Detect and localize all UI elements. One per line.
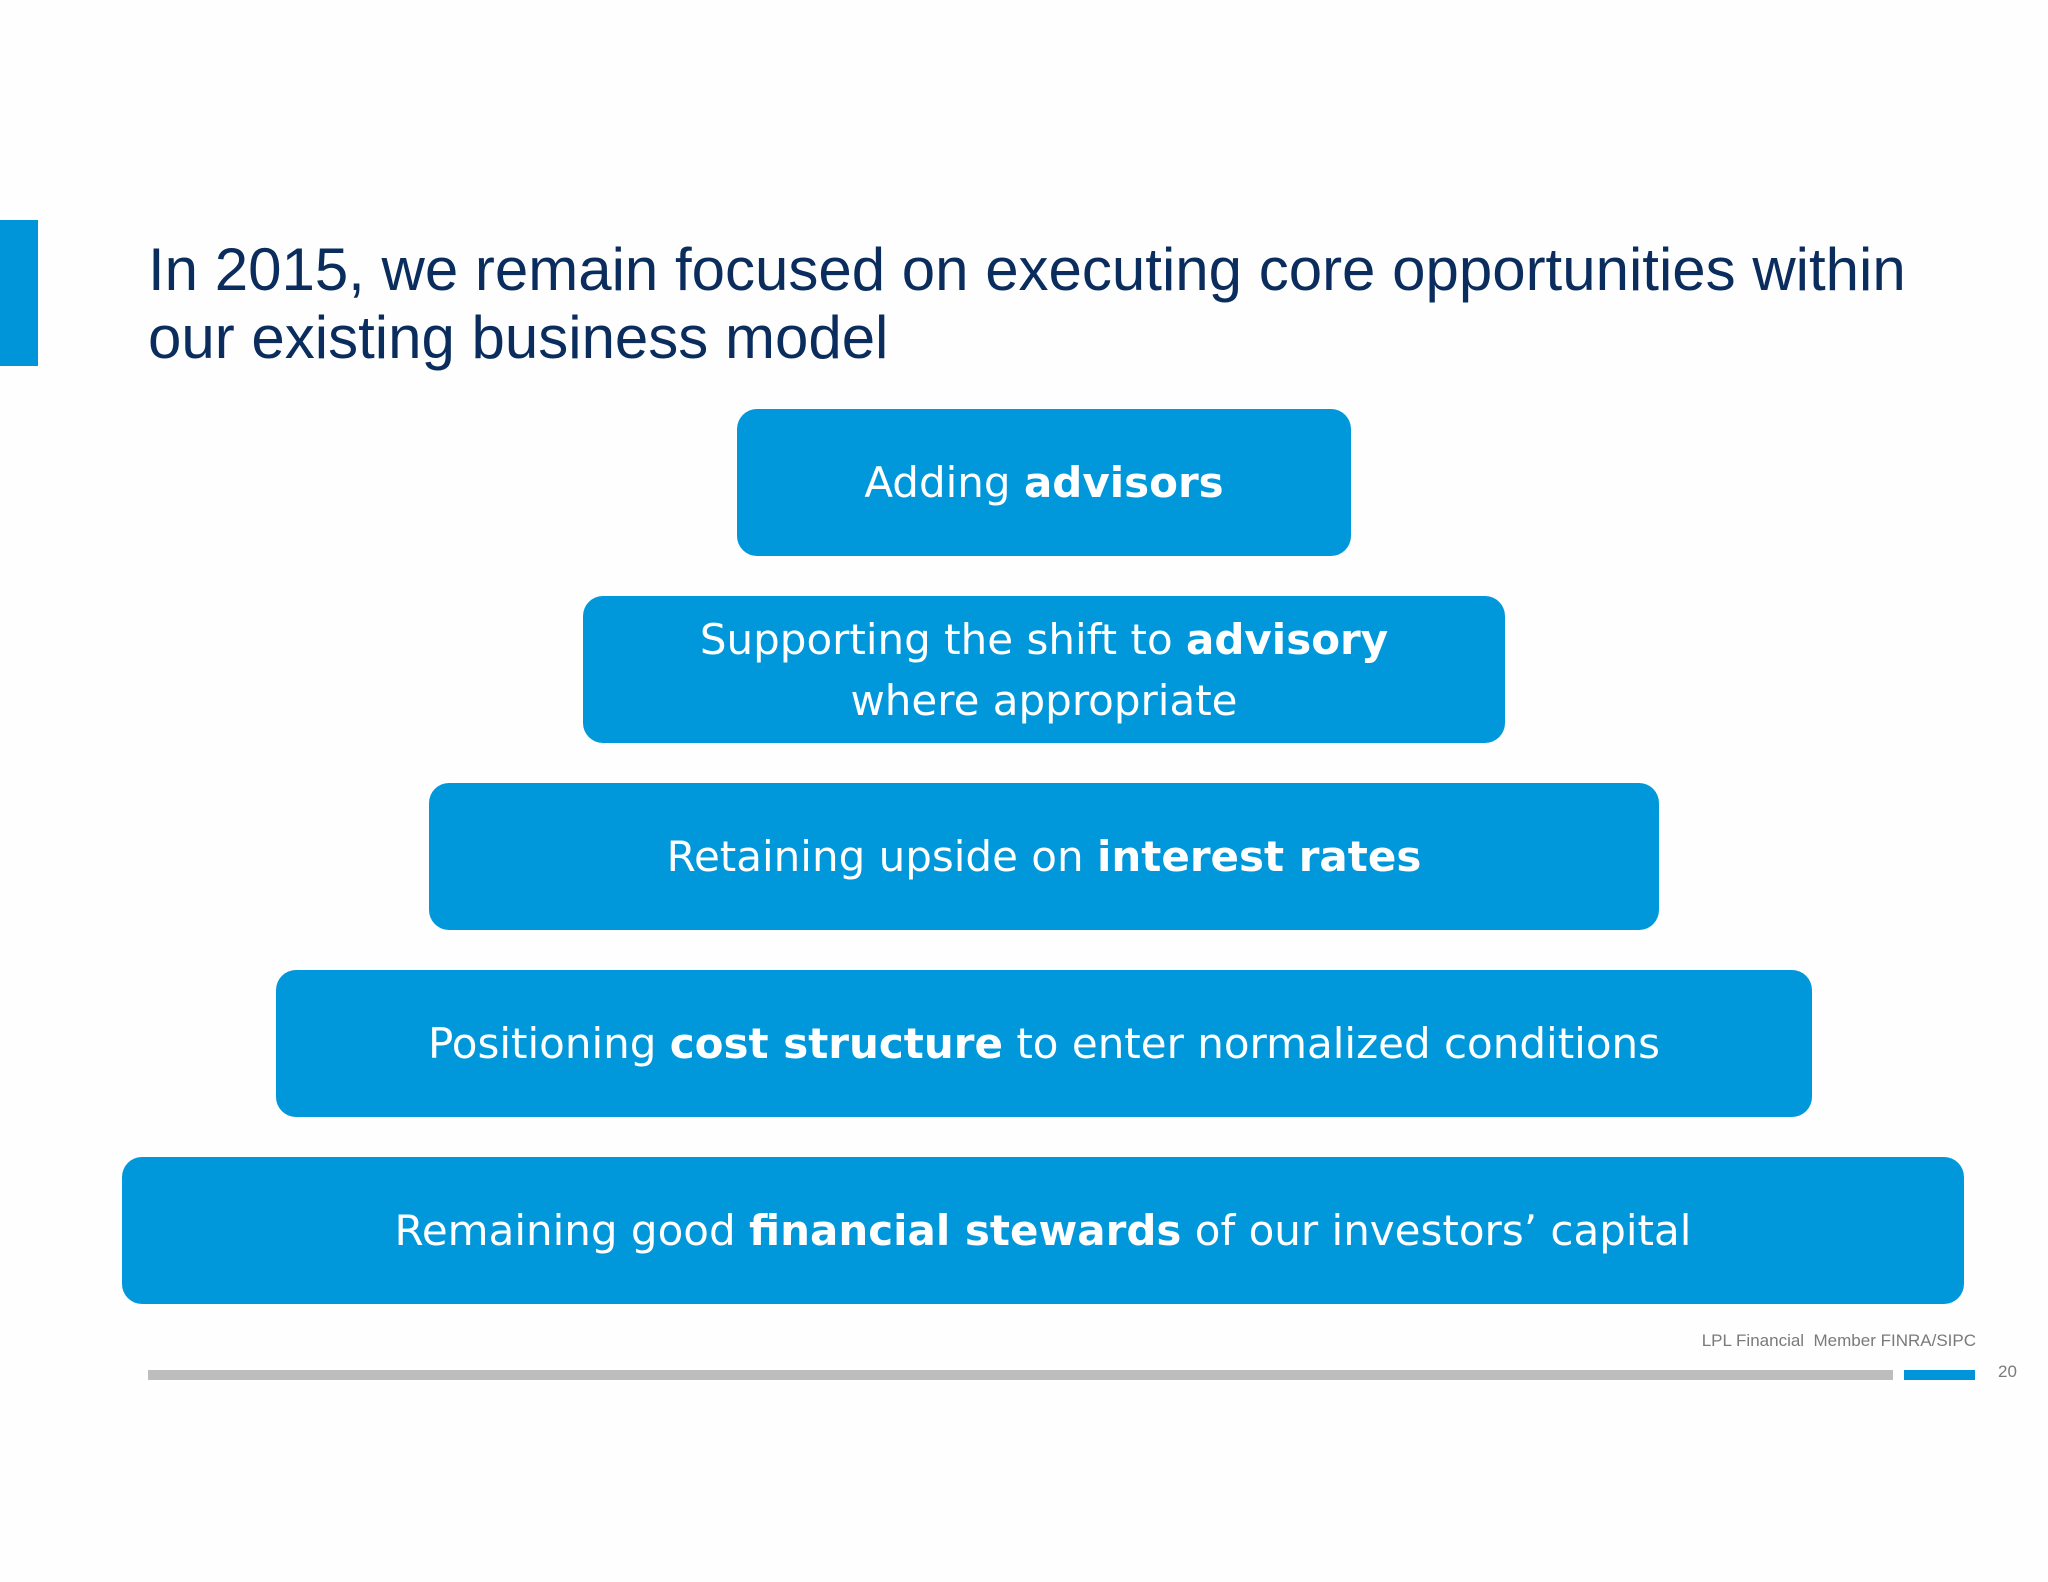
tier-emphasis: interest rates [1096, 832, 1422, 881]
footer-divider [148, 1370, 1893, 1380]
tier-emphasis: cost structure [669, 1019, 1003, 1068]
pyramid-tier-adding-advisors [737, 409, 1351, 556]
pyramid-tier-cost-structure [276, 970, 1812, 1117]
tier-text: Adding [864, 458, 1024, 507]
tier-text-block [700, 609, 1388, 731]
slide-title: In 2015, we remain focused on executing core opportunities within our existing business model [148, 236, 1906, 371]
tier-text: Retaining upside on [666, 832, 1097, 881]
tier-text: to enter normalized conditions [1002, 1019, 1661, 1068]
pyramid-tier-interest-rates [429, 783, 1659, 930]
tier-text: where appropriate [850, 675, 1238, 725]
footer-disclosure: LPL Financial Member FINRA/SIPC [1701, 1331, 1976, 1350]
tier-emphasis: advisory [1186, 614, 1389, 664]
pyramid-tier-advisory-shift [583, 596, 1505, 743]
tier-text: Supporting the shift to [699, 614, 1187, 664]
tier-emphasis: financial stewards [748, 1206, 1182, 1255]
tier-text-line [700, 609, 1388, 670]
footer-accent-bar [1904, 1370, 1975, 1380]
title-accent-bar [0, 220, 38, 366]
tier-text-line [700, 670, 1388, 731]
tier-text-line [864, 452, 1223, 513]
tier-text: of our investors’ capital [1181, 1206, 1692, 1255]
tier-text-line [428, 1013, 1660, 1074]
tier-text-line [395, 1200, 1692, 1261]
tier-text: Remaining good [394, 1206, 749, 1255]
tier-text-line [667, 826, 1422, 887]
page-number: 20 [1998, 1362, 2017, 1381]
tier-emphasis: advisors [1023, 458, 1224, 507]
tier-text: Positioning [427, 1019, 670, 1068]
pyramid-tier-financial-stewards [122, 1157, 1964, 1304]
